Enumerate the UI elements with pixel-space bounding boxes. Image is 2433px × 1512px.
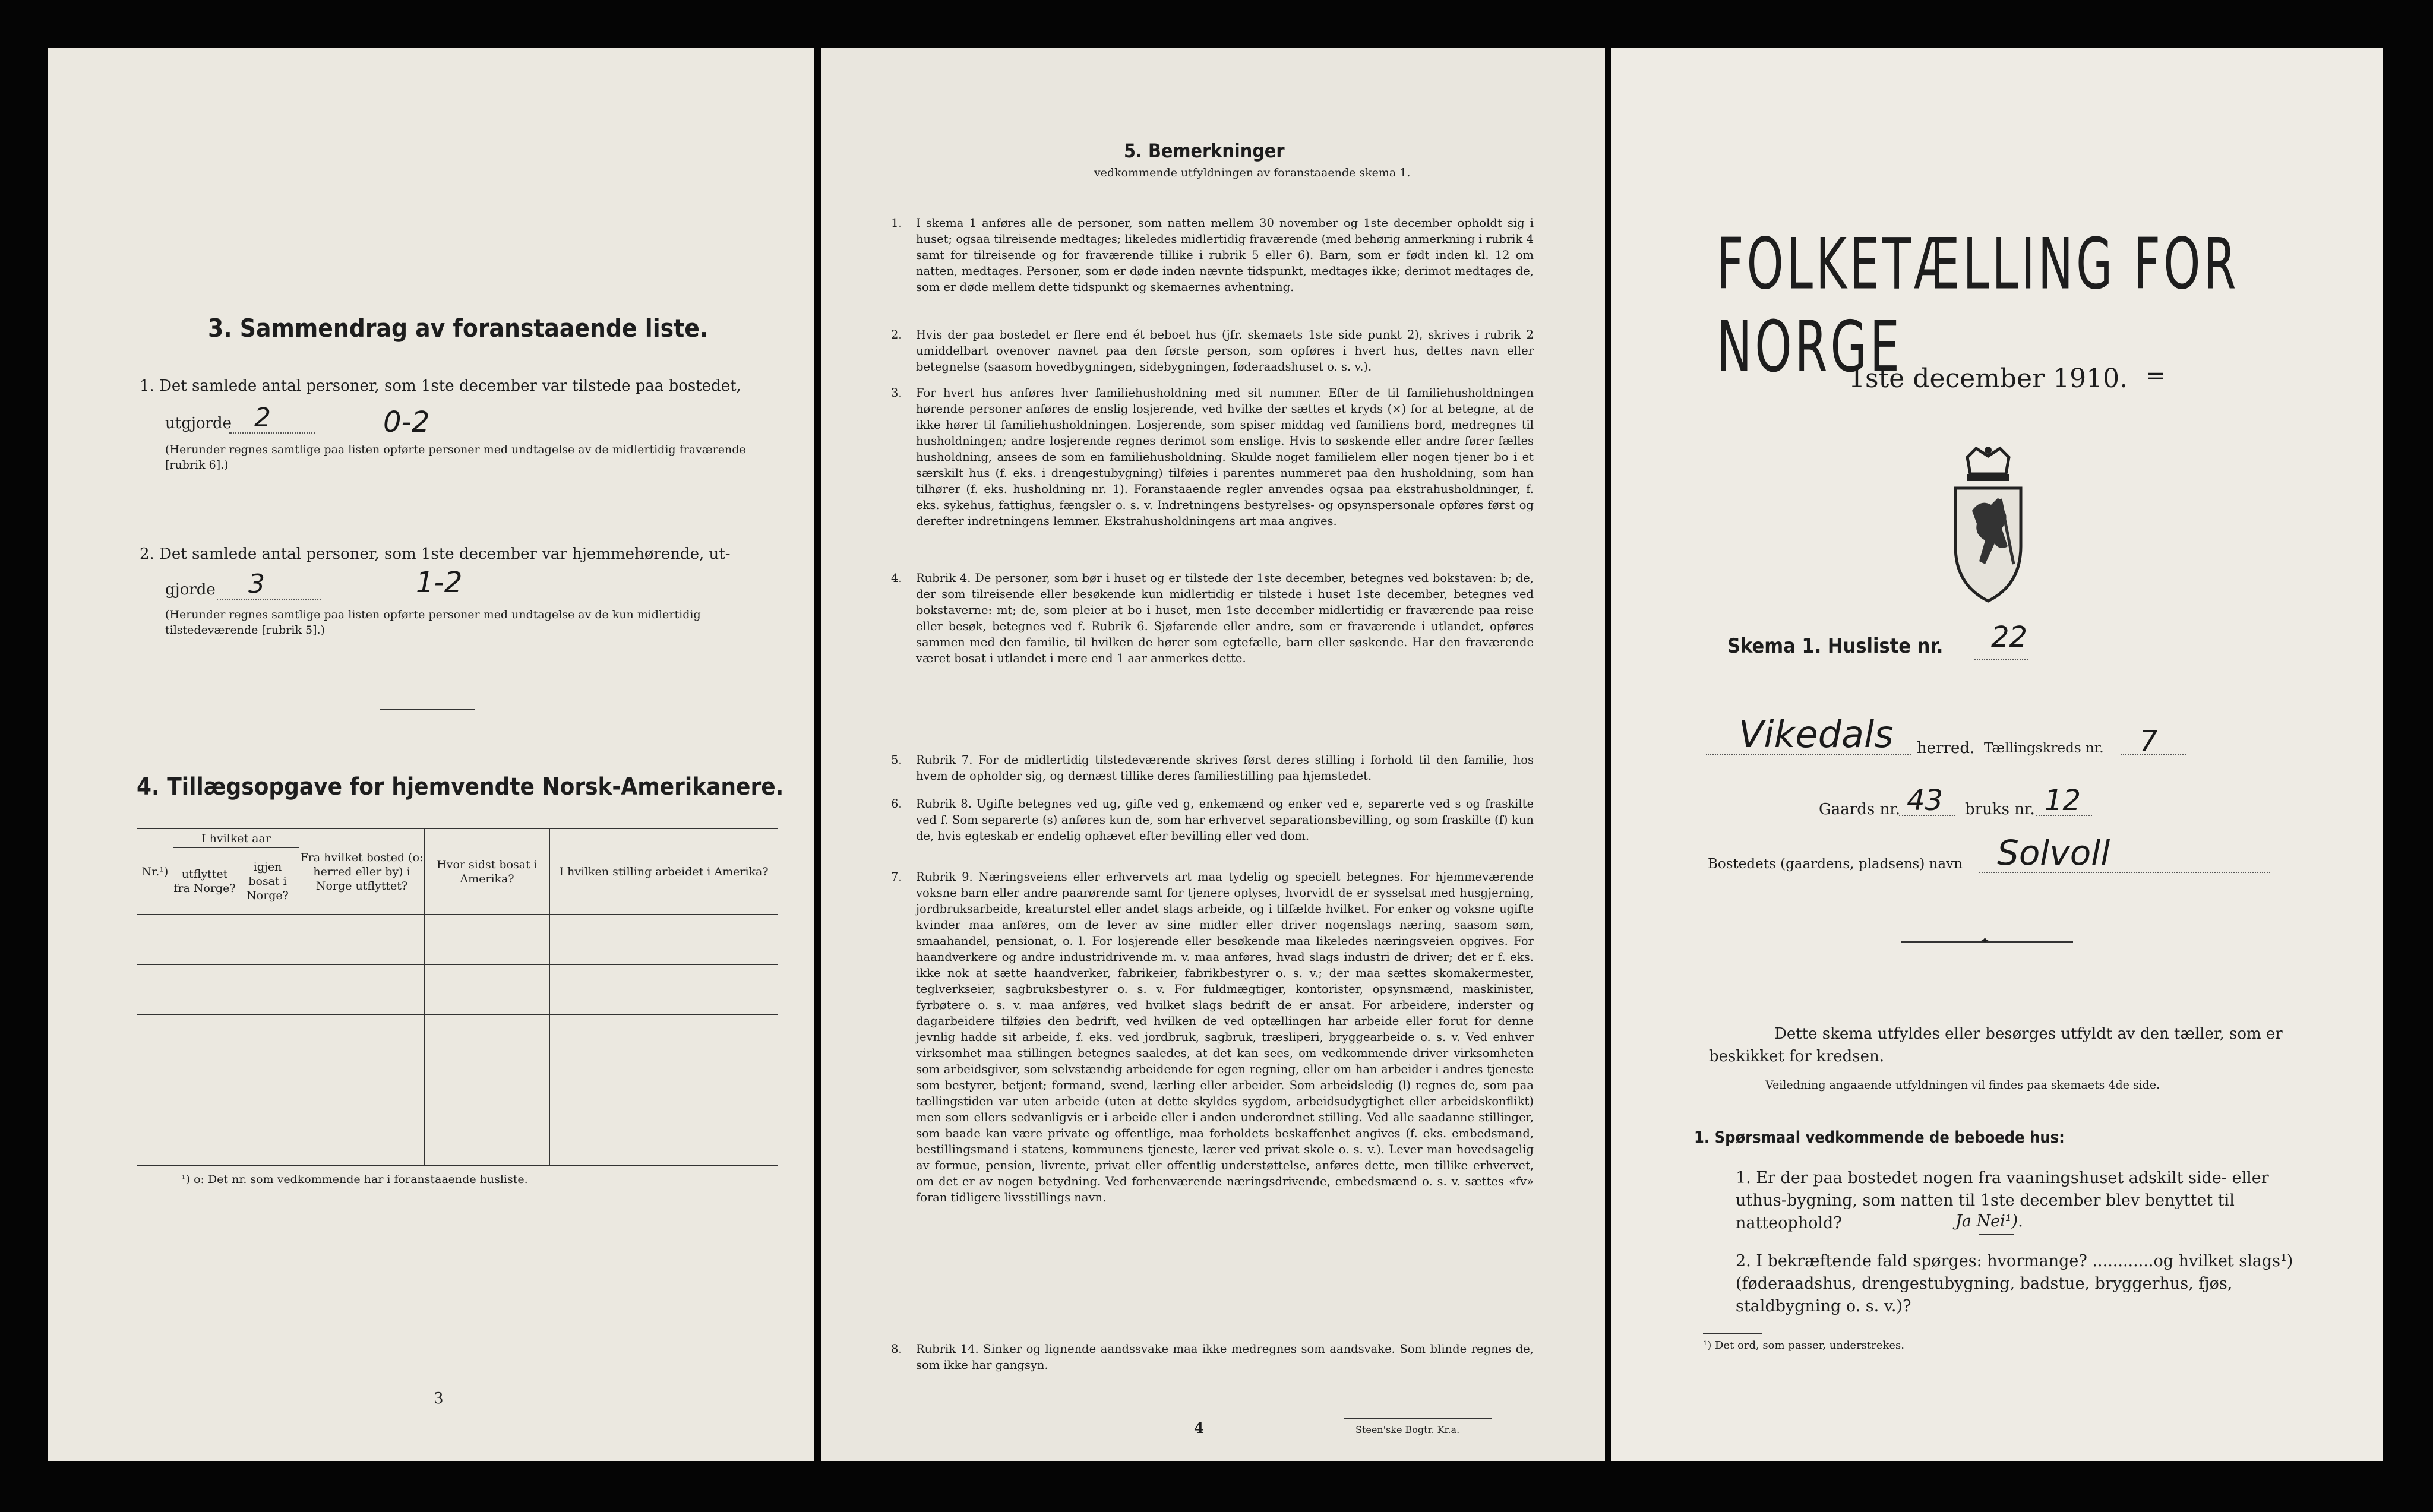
col-group-year: I hvilket aar [173,829,299,848]
remark-item: 6. Rubrik 8. Ugifte betegnes ved ug, gifte ved g, enkemænd og enker ved e, separerte ved s og fraskilte ved f. Som separerte (s) anføres kun de, som har erhvervet separationsbevilling, og som fraskilte (f) kun de, hvis egteskab er endelig ophævet efter bevilling eller ved dom. [891,797,1534,843]
coat-of-arms-icon [1944,445,2033,606]
gaards-nr-value: 43 [1907,784,1944,817]
questions-heading: 1. Spørsmaal vedkommende de beboede hus: [1694,1128,2065,1147]
remark-item: 5. Rubrik 7. For de midlertidig tilstedeværende skrives først deres stilling i forhold til den familie, hos hvem de opholder sig, og dernæst tillike deres familiestilling paa hjemstedet. [891,753,1534,783]
gaards-label: Gaards nr. [1819,801,1901,818]
page-number-middle: 4 [1194,1419,1204,1437]
herred-handwritten: Vikedals [1739,713,1894,756]
remark-item: 3. For hvert hus anføres hver familiehusholdning med sit nummer. Efter de til familiehusholdningen hørende personer anføres de enslig losjerende, ved hvilke der sættes et kryds (×) for at betegne, at de ikke hører til familiehusholdningen. Losjerende, som spiser middag ved familiens bord, medregnes til husholdningen; andre losjerende regnes derimot som enslige. Hvis to søskende eller andre fører fælles husholdning, ansees de som en familiehusholdning. Skulde noget familielem eller nogen tjener bo i et særskilt hus (f. eks. i drengestubygning) tilføies i parentes nummeret paa den husholdning, som han tilhører (f. eks. husholdning nr. 1). Foranstaaende regler anvendes ogsaa paa ekstrahusholdninger, f. eks. sykehus, fattighus, fængsler o. s. v. Indretningens bestyrelses- og opsynspersonale opføres først og derefter indretningens lemmer. Ekstrahusholdningens art maa angives. [891,386,1534,528]
question-2: 2. I bekræftende fald spørges: hvormange? ............og hvilket slags¹) (føderaadshus, drengestubygning, badstue, bryggerhus, fjøs, staldbygning o. s. v.)? [1736,1252,2293,1315]
table-row [137,1015,778,1065]
item-1-fill-line [229,432,315,434]
census-title: FOLKETÆLLING FOR NORGE [1717,223,2239,388]
intro-text: Dette skema utfyldes eller besørges utfyldt av den tæller, som er beskikket for kredsen. [1709,1025,2283,1065]
question-1-answer: Ja Nei¹). [1955,1212,2023,1231]
page-right [1611,48,2383,1461]
col-igjen: igjen bosat i Norge? [236,848,299,915]
item-1-handwritten-value: 2 [254,403,271,433]
item-1-handwritten-correction: 0-2 [383,406,430,439]
divider [380,709,475,710]
item-2-fill-line [217,599,321,600]
remark-item: 7. Rubrik 9. Næringsveiens eller erhvervets art maa tydelig og specielt betegnes. For hjemmeværende voksne barn eller andre paarørende samt for tjenere oplyses, hvorvidt de er sysselsat med husgjerning, jordbruksarbeide, kreaturstel eller andet slags arbeide, og i tilfælde hvilket. For enker og voksne ugifte kvinder maa anføres, om de lever av sine midler eller driver nogenslags næring, saasom søm, smaahandel, pensionat, o. l. For losjerende eller besøkende maa likeledes næringsveien opgives. For haandverkere og andre industridrivende m. v. maa anføres, hvad slags industri de driver; det er f. eks. ikke nok at sætte haandverker, fabrikeier, fabrikbestyrer o. s. v.; der maa sættes skomakermester, teglverkseier, sagbruksbestyrer o. s. v. For fuldmægtiger, kontorister, opsynsmænd, maskinister, fyrbøtere o. s. v. maa anføres, ved hvilket slags bedrift de er ansat. For arbeidere, inderster og dagarbeidere tilføies den bedrift, ved hvilken de ved optællingen har arbeide eller forut for denne jevnlig hadde sit arbeide, f. eks. ved jordbruk, sagbruk, træsliperi, bryggearbeide o. s. v. Ved enhver virksomhet maa stillingen betegnes saaledes, at det kan sees, om vedkommende driver virksomheten som arbeidsgiver, som selvstændig arbeidende for egen regning, eller om han arbeider i andres tjeneste som bestyrer, betjent; formand, svend, lærling eller arbeider. Som arbeidsledig (l) regnes de, som paa tællingstiden var uten arbeide (uten at dette skyldes sygdom, arbeidsudygtighet eller arbeidskonflikt) men som ellers sedvanligvis er i arbeide eller i anden underordnet stilling. Ved alle saadanne stillinger, som baade kan være private og offentlige, maa forholdets beskaffenhet angives (f. eks. embedsmand, bestillingsmand i statens, kommunens tjeneste, lærer ved privat skole o. s. v.). Lever man hovedsagelig av formue, pension, livrente, privat eller offentlig understøttelse, anføres dette, men tillike erhvervet, om det er av nogen betydning. Ved forhenværende næringsdrivende, embedsmænd o. s. v. sættes «fv» foran tidligere livsstillings navn. [891,870,1534,1204]
printer-mark: Steen'ske Bogtr. Kr.a. [1355,1424,1460,1435]
remark-item: 8. Rubrik 14. Sinker og lignende aandssvake maa ikke medregnes som aandsvake. Som blinde regnes de, som ikke har gangsyn. [891,1342,1534,1372]
item-2-handwritten-correction: 1-2 [416,566,463,599]
section-5-title: 5. Bemerkninger [1124,140,1285,162]
table-row [137,1115,778,1166]
skema-husliste-label: Skema 1. Husliste nr. [1727,634,1944,658]
remark-item: 4. Rubrik 4. De personer, som bør i huset og er tilstede der 1ste december, betegnes ved bokstaven: b; de, der som tilreisende eller besøkende kun midlertidig er tilstede i huset 1ste december, betegnes ved bokstaverne: mt; de, som pleier at bo i huset, men 1ste december midlertidig er fraværende paa reise eller besøk, betegnes ved f. Rubrik 6. Sjøfarende eller andre, som er fraværende i utlandet, opføres sammen med den familie, til hvilken de hører som egtefælle, barn eller søskende. Har den fraværende været bosat i utlandet i mere end 1 aar anmerkes dette. [891,571,1534,665]
bosted-label: Bostedets (gaardens, pladsens) navn [1708,856,1963,872]
bruks-nr-value: 12 [2045,784,2081,817]
pencil-mark: = [2146,362,2166,390]
remark-item: 2. Hvis der paa bostedet er flere end ét beboet hus (jfr. skemaets 1ste side punkt 2), skrives i rubrik 2 umiddelbart ovenover navnet paa den første person, som opføres i hvert hus, dettes navn eller betegnelse (saasom hovedbygningen, sidebygningen, føderaadshuset o. s. v.). [891,328,1534,374]
bosted-handwritten: Solvoll [1997,833,2110,873]
kreds-nr-value: 7 [2140,725,2158,758]
husliste-line [1974,659,2028,660]
item-2-note: (Herunder regnes samtlige paa listen opførte personer med undtagelse av de kun midlertidig tilstedeværende [rubrik 5].) [165,608,701,637]
footnote-right: ¹) Det ord, som passer, understrekes. [1703,1339,1904,1352]
table-footnote: ¹) o: Det nr. som vedkommende har i foranstaaende husliste. [181,1173,528,1186]
col-hvor-sidst: Hvor sidst bosat i Amerika? [425,829,550,915]
table-row [137,964,778,1015]
section-5-subtitle: vedkommende utfyldningen av foranstaaende skema 1. [1094,166,1411,179]
remark-item: 1. I skema 1 anføres alle de personer, som natten mellem 30 november og 1ste december opholdt sig i huset; ogsaa tilreisende medtages; likeledes midlertidig fraværende (med behørig anmerkning i rubrik 4 samt for tilreisende og for fraværende tillike i rubrik 5 eller 6). Barn, som er født inden kl. 12 om natten, medtages. Personer, som er døde inden nævnte tidspunkt, medtages ikke; derimot medtages de, som er døde mellem dette tidspunkt og skemaernes avhentning. [891,216,1534,294]
section-3-title: 3. Sammendrag av foranstaaende liste. [208,314,709,343]
answer-underline [1979,1234,2014,1235]
col-stilling: I hvilken stilling arbeidet i Amerika? [550,829,778,915]
col-utflyttet: utflyttet fra Norge? [173,848,236,915]
footnote-rule [1703,1333,1762,1334]
page-middle [821,48,1605,1461]
col-nr: Nr.¹) [137,829,173,915]
table-row [137,1065,778,1115]
question-1: 1. Er der paa bostedet nogen fra vaaningshuset adskilt side- eller uthus-bygning, som natten til 1ste december blev benyttet til natteophold? [1736,1169,2269,1232]
census-date: 1ste december 1910. [1849,363,2128,394]
item-2-text: 2. Det samlede antal personer, som 1ste december var hjemmehørende, ut- [140,545,731,563]
item-1-utgjorde: utgjorde [165,415,232,432]
norsk-amerikanere-table [137,828,778,1166]
herred-label: herred. [1917,739,1975,757]
intro-guidance: Veiledning angaaende utfyldningen vil findes paa skemaets 4de side. [1765,1078,2160,1092]
kreds-label: Tællingskreds nr. [1984,741,2104,756]
husliste-nr-value: 22 [1991,621,2028,654]
item-1-text: 1. Det samlede antal personer, som 1ste december var tilstede paa bostedet, [140,377,741,395]
page-number-left: 3 [434,1390,444,1407]
table-row [137,915,778,965]
item-2-gjorde: gjorde [165,581,216,599]
item-2-handwritten-value: 3 [248,569,265,599]
col-fra-bosted: Fra hvilket bosted (o: herred eller by) i Norge utflyttet? [299,829,425,915]
bruks-label: bruks nr. [1965,801,2035,818]
page-left [48,48,814,1461]
item-1-note: (Herunder regnes samtlige paa listen opførte personer med undtagelse av de midlertidig fraværende [rubrik 6].) [165,443,746,472]
ornament-icon: ✦ [1980,935,1990,947]
section-4-title: 4. Tillægsopgave for hjemvendte Norsk-Amerikanere. [137,773,784,801]
printer-rule [1344,1418,1492,1419]
